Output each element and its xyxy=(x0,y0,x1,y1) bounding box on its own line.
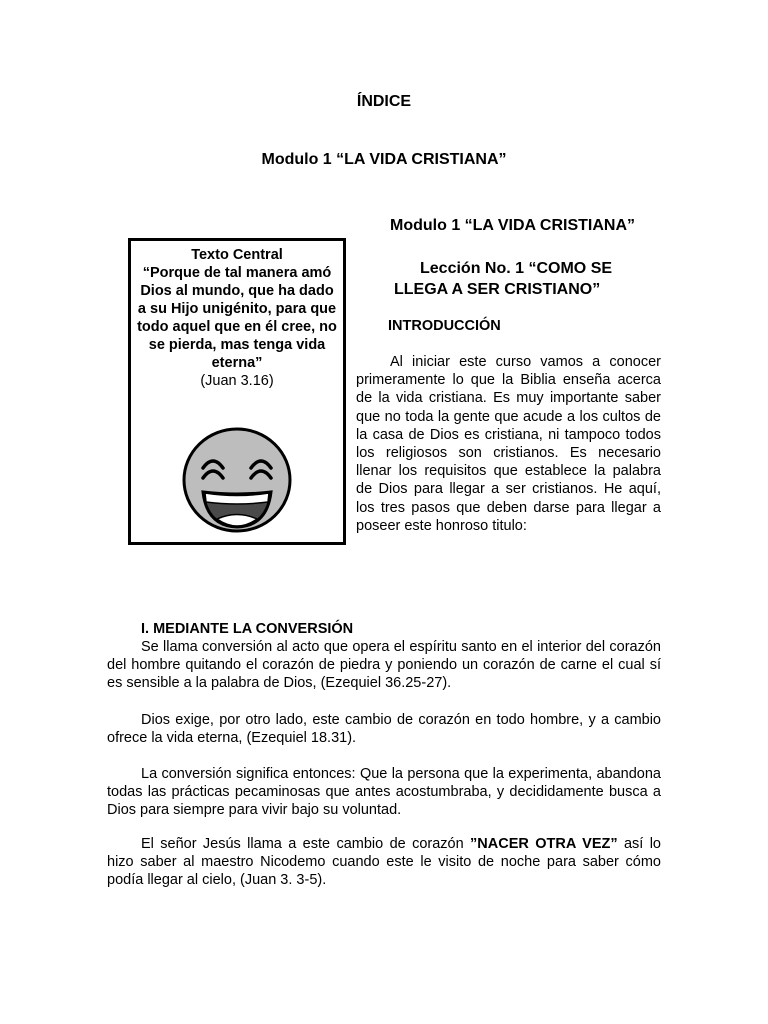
section-heading: I. MEDIANTE LA CONVERSIÓN xyxy=(141,621,354,637)
nacer-otra-vez-emphasis: ”NACER OTRA VEZ” xyxy=(470,836,618,852)
intro-paragraph: Al iniciar este curso vamos a conocer primeramente lo que la Biblia enseña acerca de la vida cristiana. Es muy importante saber que no toda la gente que acude a los cultos de la casa de Dios es cristiana, ni tampoco todos los religiosos son cristianos. Es necesario llenar los requisitos que establece la palabra de Dios para llegar a ser cristianos. He aquí, los tres pasos que deben darse para llegar a poseer este honroso titulo: xyxy=(356,354,661,534)
central-text-box xyxy=(128,238,346,545)
section-paragraph-2: Dios exige, por otro lado, este cambio de corazón en todo hombre, y a cambio ofrece la vida eterna, (Ezequiel 18.31). xyxy=(107,712,661,747)
section-paragraph-4 xyxy=(107,835,661,890)
index-module-title: Modulo 1 “LA VIDA CRISTIANA” xyxy=(261,151,507,168)
section-paragraph-1: Se llama conversión al acto que opera el espíritu santo en el interior del corazón del hombre quitando el corazón de piedra y poniendo un corazón de carne el cual sí es sensible a la palabra de Dios, (Ezequiel 36.25-27). xyxy=(107,639,661,692)
central-text-title: Texto Central xyxy=(191,247,283,263)
central-text-content xyxy=(131,246,343,390)
lesson-title-line2: LLEGA A SER CRISTIANO” xyxy=(394,281,601,298)
central-text-verse: “Porque de tal manera amó Dios al mundo, que ha dado a su Hijo unigénito, para que todo aquel que en él cree, no se pierda, mas tenga vida eterna” xyxy=(137,265,337,371)
index-title: ÍNDICE xyxy=(356,93,412,110)
intro-heading: INTRODUCCIÓN xyxy=(388,318,501,334)
paragraph-4-text-end: así lo hizo saber al maestro Nicodemo cuando este le visito de noche para saber cómo podía llegar al cielo, (Juan 3. 3-5). xyxy=(107,836,661,889)
smiley-face-icon xyxy=(181,426,293,534)
module-title: Modulo 1 “LA VIDA CRISTIANA” xyxy=(390,217,636,234)
central-text-reference: (Juan 3.16) xyxy=(200,373,274,389)
section-paragraph-3: La conversión significa entonces: Que la persona que la experimenta, abandona todas las prácticas pecaminosas que antes acostumbraba, y decididamente busca a Dios para siempre para vivir bajo su voluntad. xyxy=(107,766,661,819)
lesson-title-line1: Lección No. 1 “COMO SE xyxy=(420,260,613,277)
paragraph-4-text-start: El señor Jesús llama a este cambio de corazón xyxy=(141,836,471,852)
